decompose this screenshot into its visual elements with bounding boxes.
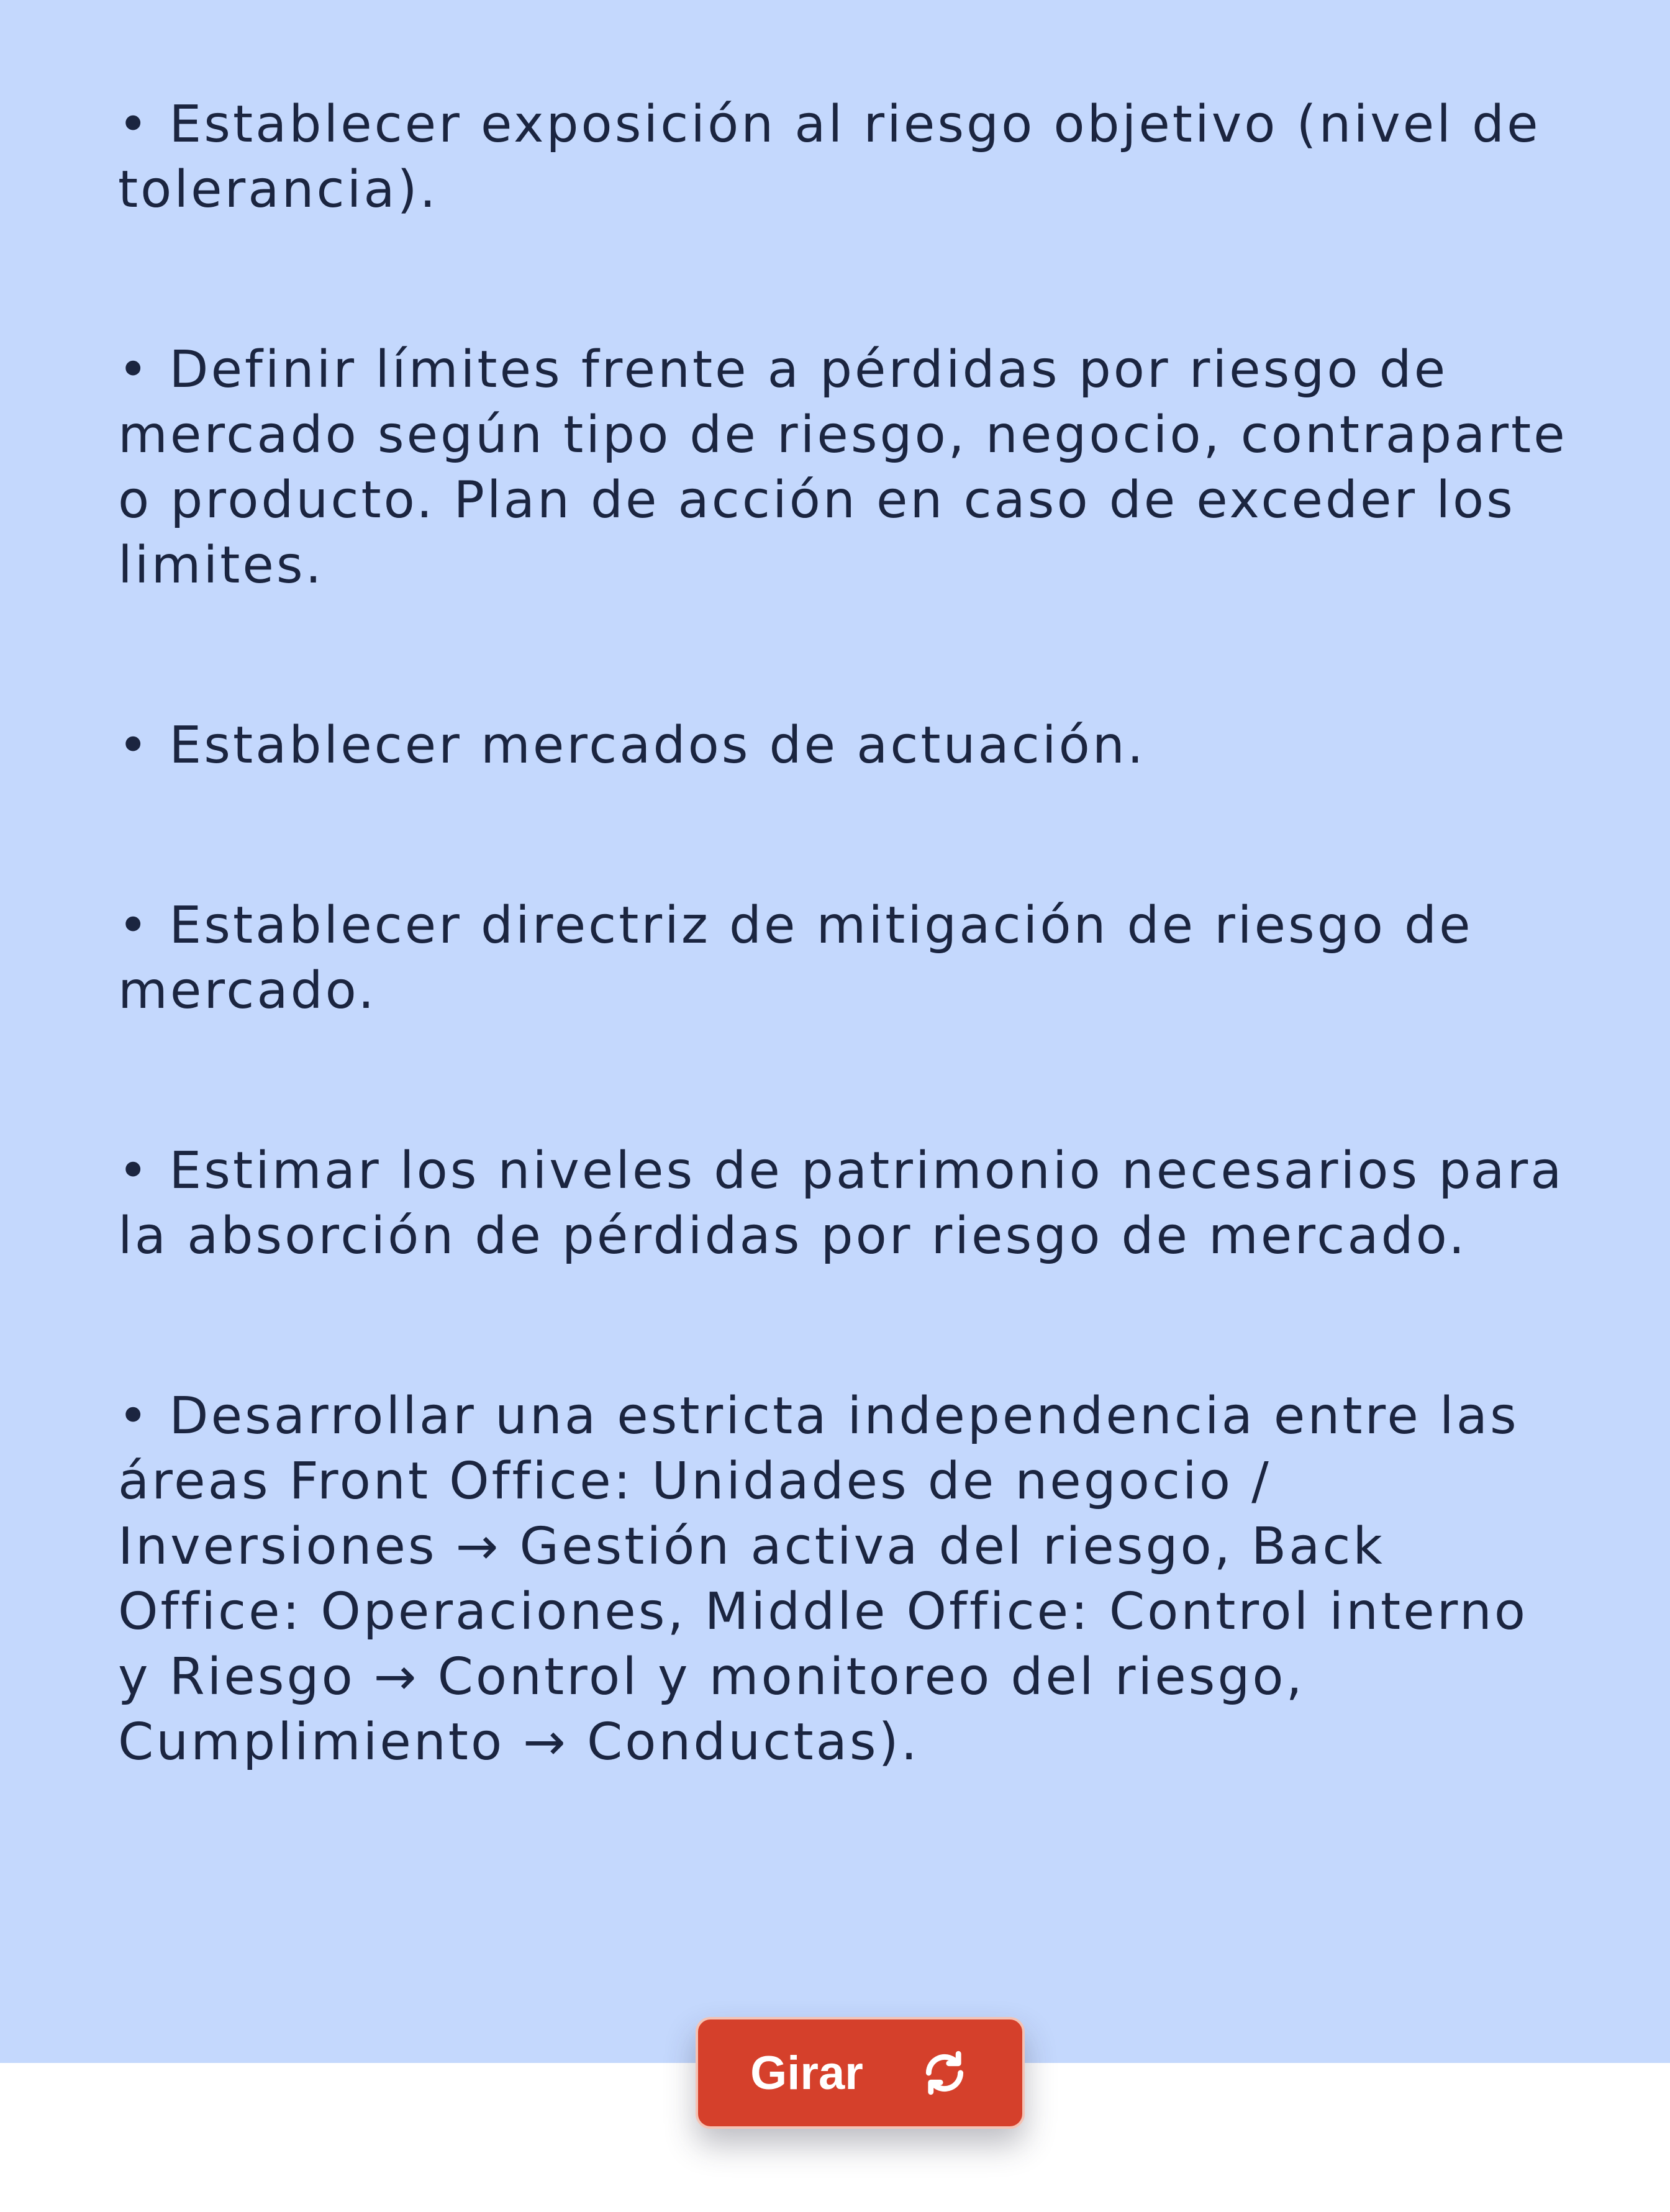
flip-button[interactable] [696, 2017, 1025, 2129]
bullet-item: • Definir límites frente a pérdidas por riesgo de mercado según tipo de riesgo, negocio, contraparte o producto. Plan de acción en caso de exceder los limites. [118, 340, 1568, 595]
flip-button-label: Girar [750, 2046, 863, 2100]
bullet-item: • Establecer exposición al riesgo objetivo (nivel de tolerancia). [118, 95, 1541, 219]
bullet-item: • Establecer directriz de mitigación de riesgo de mercado. [118, 896, 1473, 1020]
bullet-item: • Estimar los niveles de patrimonio necesarios para la absorción de pérdidas por riesgo de mercado. [118, 1141, 1564, 1266]
bullet-item: • Establecer mercados de actuación. [118, 716, 1146, 775]
bullet-list [118, 92, 1571, 1890]
bullet-item: • Desarrollar una estricta independencia entre las áreas Front Office: Unidades de negocio / Inversiones → Gestión activa del riesgo, Back Office: Operaciones, Middle Office: Control interno y Riesgo → Control y monitoreo del riesgo, Cumplimiento → Conductas). [118, 1387, 1528, 1772]
sync-icon [919, 2047, 970, 2098]
